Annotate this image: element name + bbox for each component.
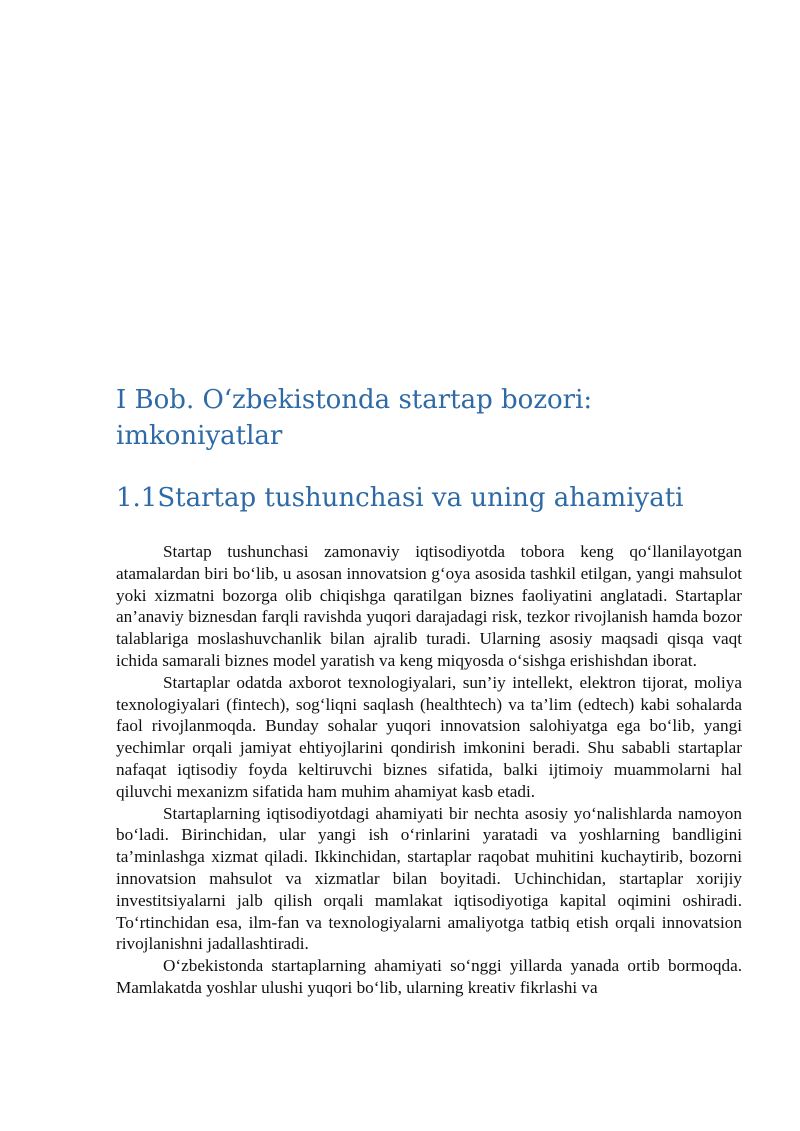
chapter-title: I Bob. O‘zbekistonda startap bozori: imkoniyatlar xyxy=(116,385,593,451)
paragraph: Startaplarning iqtisodiyotdagi ahamiyati bir nechta asosiy yo‘nalishlarda namoyon bo‘ladi. Birinchidan, ular yangi ish o‘rinlarini yaratadi va yoshlarning bandligini ta’minlashga xizmat qiladi. Ikkinchidan, startaplar raqobat muhitini kuchaytirib, bozorni innovatsion mahsulot va xizmatlar bilan boyitadi. Uchinchidan, startaplar xorijiy investitsiyalarni jalb qilish orqali mamlakat iqtisodiyotiga kapital oqimini oshiradi. To‘rtinchidan esa, ilm-fan va texnologiyalarni amaliyotga tatbiq etish orqali innovatsion rivojlanishni jadallashtiradi. xyxy=(116,803,742,954)
section-title: 1.1Startap tushunchasi va uning ahamiyati xyxy=(116,483,684,513)
paragraph: O‘zbekistonda startaplarning ahamiyati so‘nggi yillarda yanada ortib bormoqda. Mamlakatda yoshlar ulushi yuqori bo‘lib, ularning kreativ fikrlashi va xyxy=(116,956,742,997)
body-text xyxy=(116,541,742,999)
paragraph: Startap tushunchasi zamonaviy iqtisodiyotda tobora keng qo‘llanilayotgan atamalardan biri bo‘lib, u asosan innovatsion g‘oya asosida tashkil etilgan, yangi mahsulot yoki xizmatni bozorga olib chiqishga qaratilgan biznes faoliyatini anglatadi. Startaplar an’anaviy biznesdan farqli ravishda yuqori darajadagi risk, tezkor rivojlanish hamda bozor talablariga moslashuvchanlik bilan ajralib turadi. Ularning asosiy maqsadi qisqa vaqt ichida samarali biznes model yaratish va keng miqyosda o‘sishga erishishdan iborat. xyxy=(116,542,742,670)
paragraph: Startaplar odatda axborot texnologiyalari, sun’iy intellekt, elektron tijorat, moliya texnologiyalari (fintech), sog‘liqni saqlash (healthtech) va ta’lim (edtech) kabi sohalarda faol rivojlanmoqda. Bunday sohalar yuqori innovatsion salohiyatga ega bo‘lib, yangi yechimlar orqali jamiyat ehtiyojlarini qondirish imkonini beradi. Shu sababli startaplar nafaqat iqtisodiy foyda keltiruvchi biznes sifatida, balki ijtimoiy muammolarni hal qiluvchi mexanizm sifatida ham muhim ahamiyat kasb etadi. xyxy=(116,672,742,801)
